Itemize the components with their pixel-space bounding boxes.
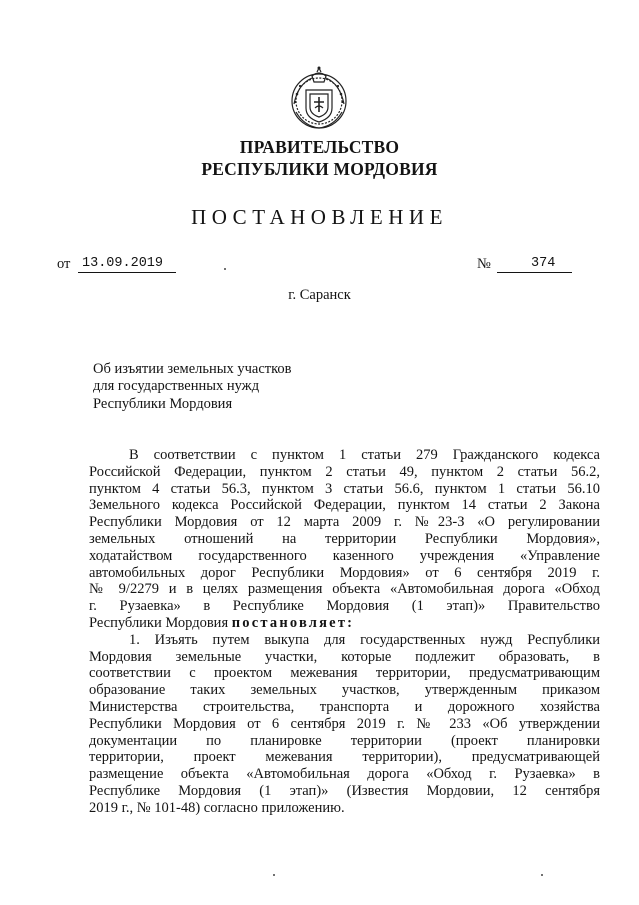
text-line: размещение объекта «Автомобильная дорога «Обход г. Рузаевка» в (89, 766, 600, 783)
text-line: автомобильных дорог Республики Мордовия» от 6 сентября 2019 г. (89, 564, 600, 581)
subject-line: Об изъятии земельных участков (93, 361, 292, 377)
text-line: документации по планировке территории (проект планировки (89, 732, 600, 749)
coat-of-arms-emblem (284, 64, 354, 134)
text-fragment: Республики Мордовия (89, 614, 232, 631)
document-number: 374 (497, 255, 572, 273)
text-line: Республики Мордовия от 12 марта 2009 г. №23-З «О регулировании (89, 514, 600, 531)
text-line: Российской Федерации, пунктом 2 статьи 49, пунктом 2 статьи 56.2, (89, 463, 600, 480)
text-line: 1. Изъять путем выкупа для государственных нужд Республики (129, 631, 600, 648)
document-type-title: ПОСТАНОВЛЕНИЕ (191, 205, 448, 229)
document-subject (93, 361, 292, 413)
paragraph-item-1 (89, 632, 600, 817)
text-line (89, 615, 600, 632)
text-line: Мордовия земельные участки, которые подлежит образовать, в (89, 648, 600, 665)
text-line: Республики Мордовия от 6 сентября 2019 г. № 233 «Об утверждении (89, 715, 600, 732)
text-line: 2019 г., № 101-48) согласно приложению. (89, 799, 345, 816)
government-name-line1: ПРАВИТЕЛЬСТВО (239, 137, 400, 157)
document-body (89, 447, 600, 817)
text-line: земельных отношений на территории Республики Мордовия», (89, 530, 600, 547)
scan-speck (541, 874, 543, 876)
text-line: Земельного кодекса Российской Федерации, пунктом 14 статьи 2 Закона (89, 497, 600, 514)
text-line: ходатайством государственного казенного учреждения «Управление (89, 547, 600, 564)
scan-speck (273, 874, 275, 876)
text-line: В соответствии с пунктом 1 статьи 279 Гражданского кодекса (129, 447, 600, 463)
date-prefix: от (57, 256, 71, 272)
text-line: территории, проект межевания территории), предусматривающей (89, 749, 600, 766)
paragraph-preamble (89, 447, 600, 632)
text-line: пунктом 4 статьи 56.3, пунктом 3 статьи 56.6, пунктом 1 статьи 56.10 (89, 480, 600, 497)
text-line: Республике Мордовия (1 этап)» (Известия Мордовии, 12 сентября (89, 782, 600, 799)
scan-speck (224, 268, 226, 270)
number-prefix: № (477, 256, 491, 272)
text-line: Министерства строительства, транспорта и дорожного хозяйства (89, 698, 600, 715)
subject-line: Республики Мордовия (93, 395, 233, 412)
text-line: г. Рузаевка» в Республике Мордовия (1 этап)» Правительство (89, 598, 600, 615)
text-line: образование таких земельных участков, утвержденным приказом (89, 682, 600, 699)
text-line: № 9/2279 и в целях размещения объекта «Автомобильная дорога «Обход (89, 581, 600, 598)
resolves-keyword: постановляет: (231, 614, 355, 631)
government-name-line2: РЕСПУБЛИКИ МОРДОВИЯ (201, 159, 438, 179)
text-line: соответствии с проектом межевания территории, предусматривающим (89, 665, 600, 682)
subject-line: для государственных нужд (93, 378, 260, 395)
document-date: 13.09.2019 (78, 255, 176, 273)
city-label: г. Саранск (288, 287, 351, 303)
